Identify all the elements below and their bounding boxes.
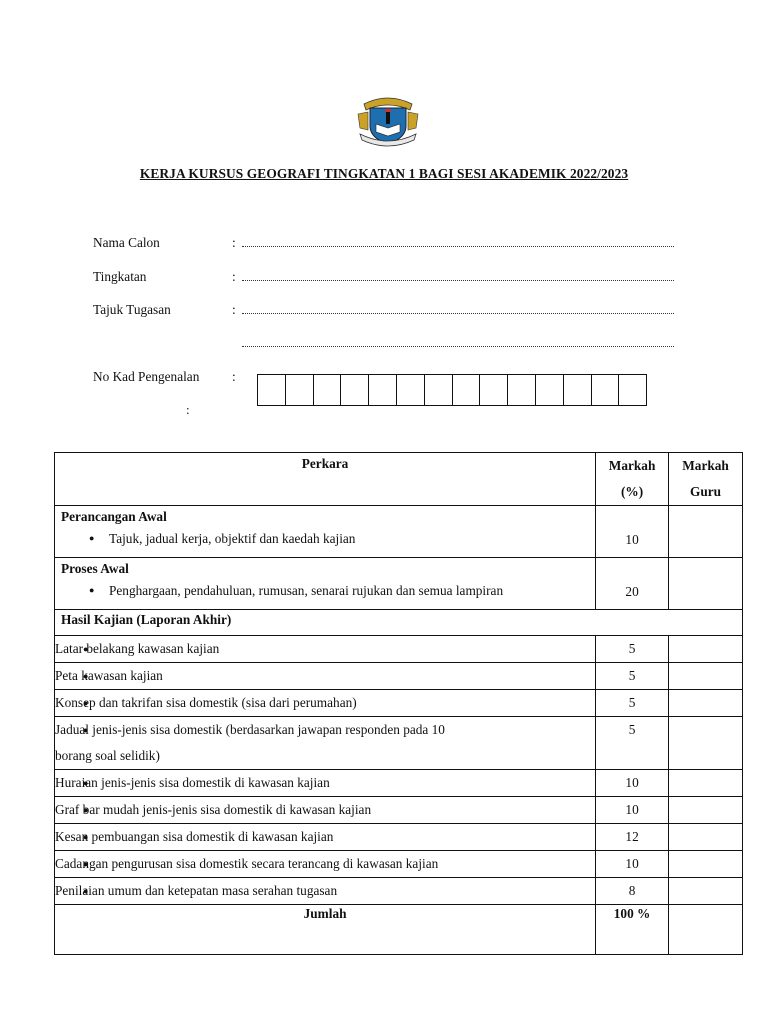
form-row-ic	[93, 369, 242, 385]
teacher-mark-cell[interactable]	[669, 851, 743, 878]
ic-digit-box[interactable]	[563, 374, 592, 406]
header-markah-line2: (%)	[621, 484, 644, 499]
section-title: Perancangan Awal	[61, 509, 167, 524]
teacher-mark-cell[interactable]	[669, 770, 743, 797]
mark-value: 10	[596, 770, 669, 797]
list-item-line2: borang soal selidik)	[55, 748, 160, 763]
form-row-tajuk-continuation	[93, 336, 674, 347]
section-title: Proses Awal	[61, 561, 129, 576]
section-item: ● Tajuk, jadual kerja, objektif dan kaedah kajian	[61, 525, 589, 552]
ic-colon: :	[232, 369, 236, 384]
header-guru-line2: Guru	[690, 484, 722, 499]
list-item: ● Peta kawasan kajian	[55, 663, 596, 690]
field-colon: :	[232, 269, 236, 284]
list-item: ● Graf bar mudah jenis-jenis sisa domestik di kawasan kajian	[55, 797, 596, 824]
list-item	[55, 717, 596, 770]
form-row-nama-calon	[93, 235, 674, 251]
teacher-total-cell[interactable]	[669, 905, 743, 955]
page-title: KERJA KURSUS GEOGRAFI TINGKATAN 1 BAGI SESI AKADEMIK 2022/2023	[139, 166, 629, 181]
mark-value: 20	[596, 558, 669, 610]
ic-number-boxes[interactable]	[258, 374, 647, 406]
field-label: Tingkatan	[93, 269, 147, 284]
mark-value: 10	[596, 797, 669, 824]
list-item: ● Huraian jenis-jenis sisa domestik di kawasan kajian	[55, 770, 596, 797]
mark-value: 10	[596, 506, 669, 558]
list-item: ● Latar belakang kawasan kajian	[55, 636, 596, 663]
header-markah-percent	[596, 453, 669, 506]
table-row	[55, 663, 743, 690]
teacher-mark-cell[interactable]	[669, 636, 743, 663]
ic-digit-box[interactable]	[479, 374, 508, 406]
stray-colon: :	[186, 402, 190, 417]
ic-digit-box[interactable]	[396, 374, 425, 406]
section-item: ● Penghargaan, pendahuluan, rumusan, senarai rujukan dan semua lampiran	[61, 577, 589, 604]
mark-value: 10	[596, 851, 669, 878]
section-cell	[55, 558, 596, 610]
ic-digit-box[interactable]	[507, 374, 536, 406]
total-value: 100 %	[596, 905, 669, 955]
table-row	[55, 824, 743, 851]
section-cell	[55, 506, 596, 558]
list-item: ● Kesan pembuangan sisa domestik di kawasan kajian	[55, 824, 596, 851]
ic-digit-box[interactable]	[313, 374, 342, 406]
ic-digit-box[interactable]	[535, 374, 564, 406]
table-row	[55, 506, 743, 558]
teacher-mark-cell[interactable]	[669, 824, 743, 851]
hasil-kajian-title: Hasil Kajian (Laporan Akhir)	[55, 610, 743, 636]
marks-table	[54, 452, 743, 955]
field-label: Nama Calon	[93, 235, 160, 250]
mark-value: 5	[596, 690, 669, 717]
teacher-mark-cell[interactable]	[669, 558, 743, 610]
form-row-tingkatan	[93, 269, 674, 285]
table-row	[55, 558, 743, 610]
mark-value: 8	[596, 878, 669, 905]
form-row-tajuk-tugasan	[93, 302, 674, 318]
field-colon: :	[232, 235, 236, 250]
mark-value: 5	[596, 663, 669, 690]
ic-label: No Kad Pengenalan	[93, 369, 200, 384]
mark-value: 12	[596, 824, 669, 851]
tajuk-tugasan-fill-line-2[interactable]	[242, 336, 674, 347]
ic-digit-box[interactable]	[340, 374, 369, 406]
field-label: Tajuk Tugasan	[93, 302, 171, 317]
ic-digit-box[interactable]	[257, 374, 286, 406]
table-row	[55, 636, 743, 663]
ic-digit-box[interactable]	[285, 374, 314, 406]
mark-value: 5	[596, 717, 669, 770]
teacher-mark-cell[interactable]	[669, 690, 743, 717]
table-row	[55, 690, 743, 717]
tajuk-tugasan-fill-line[interactable]	[242, 303, 674, 314]
table-row	[55, 878, 743, 905]
teacher-mark-cell[interactable]	[669, 663, 743, 690]
table-header-row	[55, 453, 743, 506]
total-row	[55, 905, 743, 955]
header-guru-line1: Markah	[682, 458, 729, 473]
teacher-mark-cell[interactable]	[669, 797, 743, 824]
mark-value: 5	[596, 636, 669, 663]
ic-digit-box[interactable]	[591, 374, 620, 406]
nama-calon-fill-line[interactable]	[242, 236, 674, 247]
ic-digit-box[interactable]	[452, 374, 481, 406]
ic-digit-box[interactable]	[618, 374, 647, 406]
field-colon: :	[232, 302, 236, 317]
header-markah-guru	[669, 453, 743, 506]
ic-digit-box[interactable]	[424, 374, 453, 406]
list-item: ● Penilaian umum dan ketepatan masa serahan tugasan	[55, 878, 596, 905]
ic-digit-box[interactable]	[368, 374, 397, 406]
table-row	[55, 797, 743, 824]
tingkatan-fill-line[interactable]	[242, 270, 674, 281]
table-row	[55, 717, 743, 770]
school-crest-logo	[356, 90, 420, 148]
table-row	[55, 610, 743, 636]
table-row	[55, 770, 743, 797]
list-item: ● Cadangan pengurusan sisa domestik secara terancang di kawasan kajian	[55, 851, 596, 878]
list-item-line1: ● Jadual jenis-jenis sisa domestik (berdasarkan jawapan responden pada 10	[55, 722, 445, 737]
table-row	[55, 851, 743, 878]
teacher-mark-cell[interactable]	[669, 506, 743, 558]
header-perkara: Perkara	[55, 453, 596, 506]
header-markah-line1: Markah	[608, 458, 656, 473]
list-item: ● Konsep dan takrifan sisa domestik (sisa dari perumahan)	[55, 690, 596, 717]
total-label: Jumlah	[55, 905, 596, 955]
teacher-mark-cell[interactable]	[669, 878, 743, 905]
teacher-mark-cell[interactable]	[669, 717, 743, 770]
